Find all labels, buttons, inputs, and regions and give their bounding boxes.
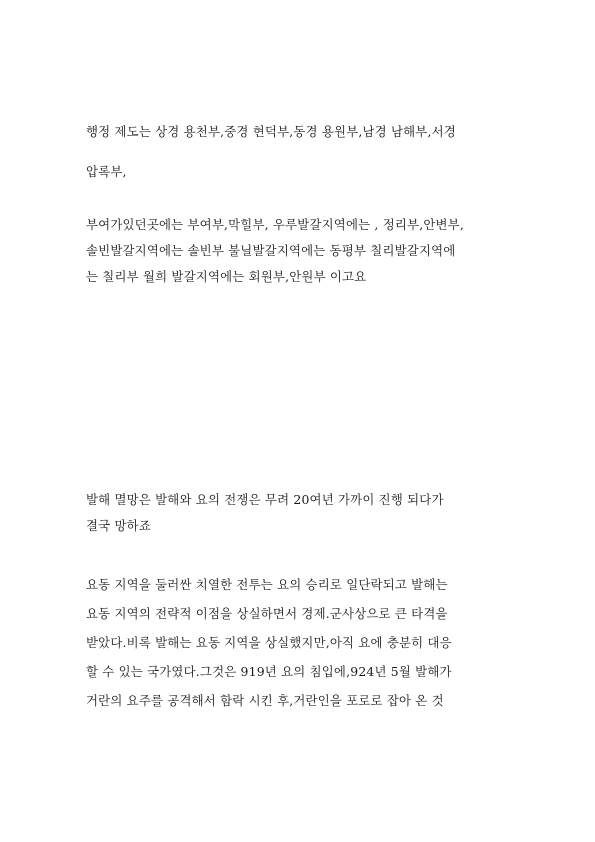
text-line: 는 칠리부 월희 발갈지역에는 회원부,안원부 이고요 <box>86 269 367 284</box>
paragraph-regional-prefectures <box>86 212 518 290</box>
text-line: 요동 지역을 둘러싼 치열한 전투는 요의 승리로 일단락되고 발해는 <box>86 577 448 592</box>
text-line: 요동 지역의 전략적 이점을 상실하면서 경제.군사상으로 큰 타격을 <box>86 606 448 621</box>
paragraph-liaodong-battle <box>86 570 518 715</box>
text-line: 결국 망하죠 <box>86 518 151 533</box>
text-line: 거란의 요주를 공격해서 함락 시킨 후,거란인을 포로로 잡아 온 것 <box>86 693 444 708</box>
text-line: 행정 제도는 상경 용천부,중경 현덕부,동경 용원부,남경 남해부,서경 <box>86 124 456 139</box>
text-line: 부여가있던곳에는 부여부,막힐부, 우루발갈지역에는 , 정리부,안변부, <box>86 217 464 232</box>
text-line: 발해 멸망은 발해와 요의 전쟁은 무려 20여년 가까이 진행 되다가 <box>86 492 444 507</box>
paragraph-balhae-fall <box>86 487 518 539</box>
text-line: 압록부, <box>86 164 127 179</box>
text-line: 할 수 있는 국가였다.그것은 919년 요의 침입에,924년 5월 발해가 <box>86 664 452 679</box>
text-line: 받았다.비록 발해는 요동 지역을 상실했지만,아직 요에 충분히 대응 <box>86 635 452 650</box>
paragraph-administrative-system <box>86 112 518 192</box>
text-line: 솔빈발갈지역에는 솔빈부 불닐발갈지역에는 동평부 칠리발갈지역에 <box>86 243 456 258</box>
